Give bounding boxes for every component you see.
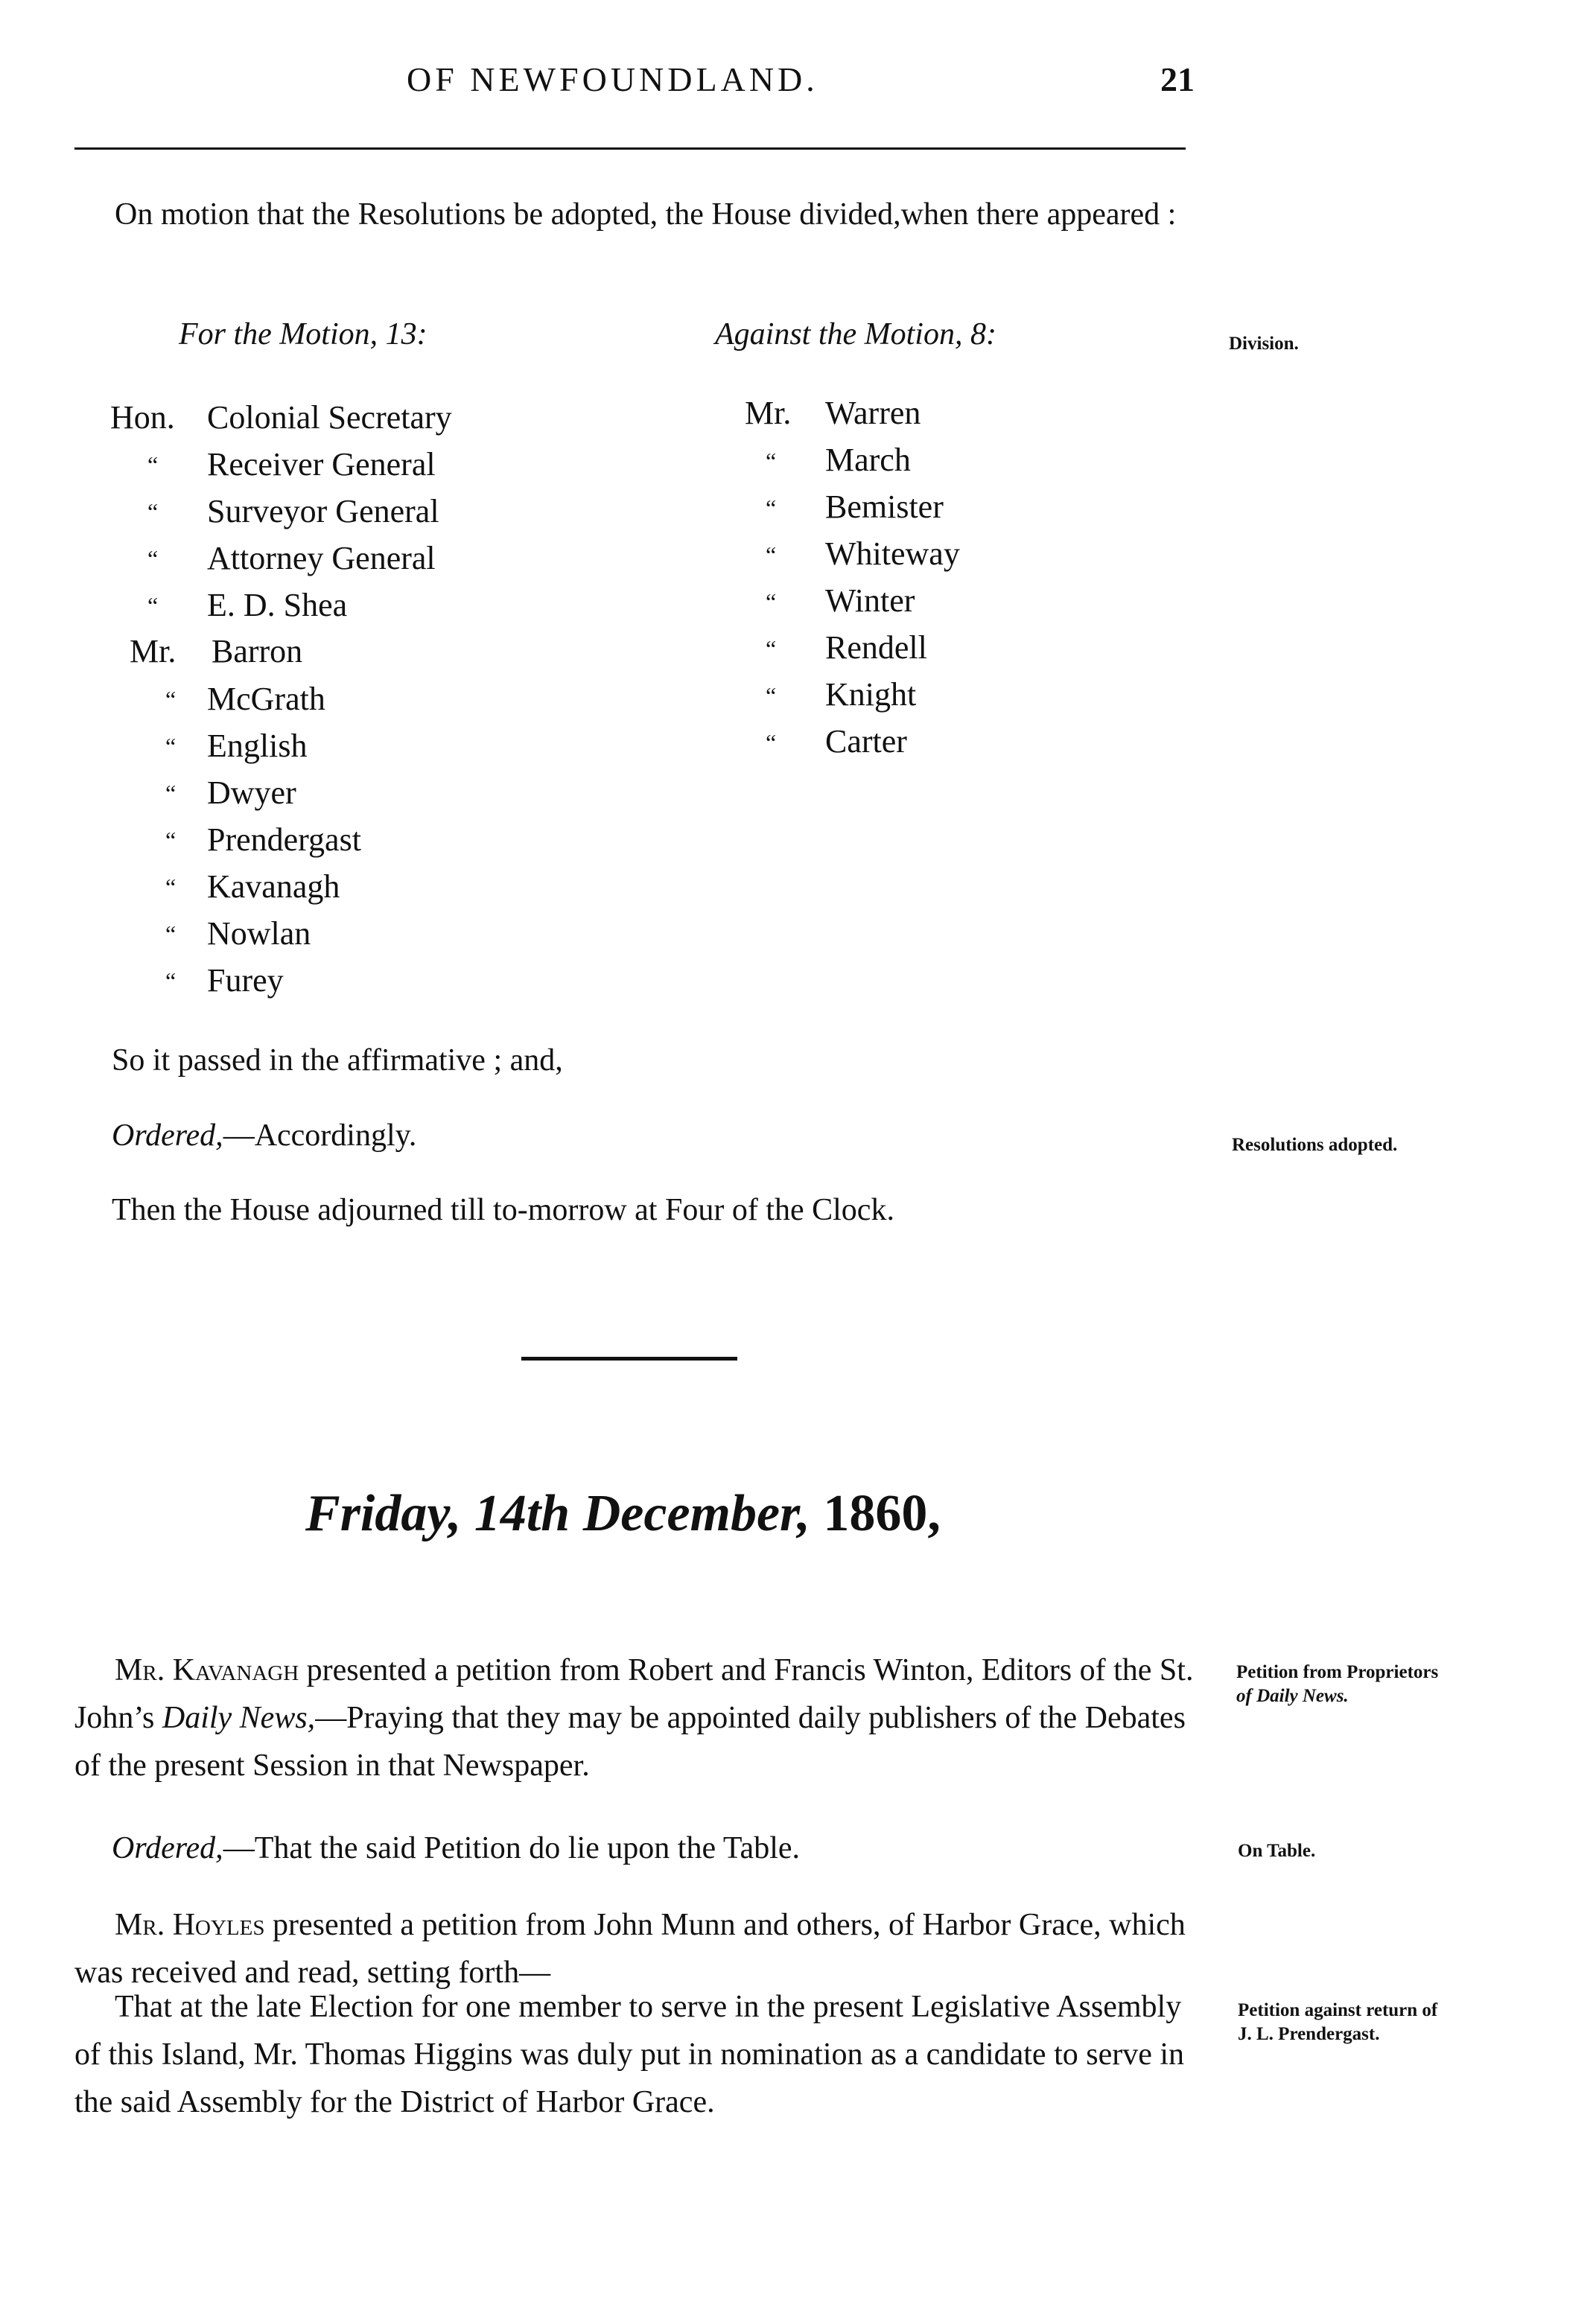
against-member: Knight: [825, 676, 917, 713]
for-member: Surveyor General: [207, 493, 439, 529]
page-number: 21: [1160, 60, 1195, 98]
margin-note-resolutions-adopted: Resolutions adopted.: [1232, 1135, 1398, 1155]
ordered-text: —That the said Petition do lie upon the Table.: [223, 1831, 801, 1865]
against-member: Warren: [825, 395, 921, 431]
against-member: Winter: [825, 582, 915, 619]
for-member: Barron: [212, 633, 303, 669]
ordered-lead: Ordered,: [112, 1119, 223, 1153]
ditto-mark: “: [766, 588, 777, 615]
margin-note-division: Division.: [1229, 334, 1299, 354]
for-member: McGrath: [207, 681, 325, 717]
for-member: Nowlan: [207, 915, 311, 952]
against-member: Rendell: [825, 629, 927, 666]
ditto-mark: “: [147, 451, 159, 478]
ditto-mark: “: [165, 827, 177, 853]
ordered-accordingly: [112, 1112, 1080, 1159]
ditto-mark: “: [147, 498, 159, 525]
for-member: Colonial Secretary: [207, 399, 452, 436]
ordered-lead: Ordered,: [112, 1831, 223, 1865]
passed-affirmative: So it passed in the affirmative ; and,: [112, 1043, 563, 1078]
title-mr: Mr.: [130, 633, 177, 669]
against-member: Bemister: [825, 489, 944, 525]
for-member: Prendergast: [207, 821, 361, 858]
petition-hoyles: [74, 1901, 1199, 1996]
for-member: Kavanagh: [207, 868, 340, 905]
date-year: 1860,: [823, 1485, 941, 1542]
ordered-petition-table: [112, 1824, 1154, 1872]
title-mr: Mr.: [745, 395, 792, 431]
ditto-mark: “: [766, 541, 777, 568]
ditto-mark: “: [165, 733, 177, 760]
ditto-mark: “: [766, 682, 777, 709]
ditto-mark: “: [147, 592, 159, 619]
margin-note-on-table: On Table.: [1238, 1841, 1316, 1861]
ordered-text: —Accordingly.: [223, 1119, 417, 1153]
ditto-mark: “: [766, 494, 777, 521]
margin-note-prendergast: J. L. Prendergast.: [1238, 2024, 1380, 2044]
petition-text: —Praying that they may be appointed daily publishers of the Debates of the present Session in that Newspaper.: [74, 1701, 1186, 1783]
for-member: Furey: [207, 962, 284, 999]
petition-text: presented a petition from John Munn and others, of Harbor Grace, which was received and read, setting forth—: [74, 1908, 1186, 1990]
speaker-hoyles: Mr. Hoyles: [115, 1908, 265, 1942]
date-month: December,: [582, 1485, 810, 1542]
petition-daily-news: [74, 1646, 1199, 1789]
ditto-mark: “: [165, 780, 177, 806]
ditto-mark: “: [766, 448, 777, 474]
ditto-mark: “: [165, 967, 177, 994]
ditto-mark: “: [165, 874, 177, 900]
against-member: March: [825, 442, 911, 478]
section-separator: [521, 1357, 737, 1361]
ditto-mark: “: [165, 920, 177, 947]
ditto-mark: “: [766, 635, 777, 662]
against-member: Whiteway: [825, 535, 960, 572]
for-motion-heading: For the Motion, 13:: [179, 317, 427, 351]
for-member: Attorney General: [207, 540, 436, 576]
ditto-mark: “: [766, 729, 777, 756]
motion-intro-paragraph: On motion that the Resolutions be adopted, the House divided,when there appeared :: [115, 197, 1177, 232]
for-member: Receiver General: [207, 446, 436, 483]
ditto-mark: “: [147, 545, 159, 572]
date-ordinal: 14th: [474, 1485, 570, 1542]
adjournment: Then the House adjourned till to-morrow at Four of the Clock.: [112, 1193, 894, 1227]
speaker-kavanagh: Mr. Kavanagh: [115, 1653, 299, 1687]
ditto-mark: “: [165, 686, 177, 713]
date-day: Friday,: [305, 1485, 462, 1542]
date-heading: [305, 1484, 941, 1544]
petition-text: presented a petition from Robert and Francis Winton, Editors of the St. John’s: [74, 1653, 1194, 1735]
for-member: Dwyer: [207, 774, 296, 811]
petition-against-return-body: That at the late Election for one member to serve in the present Legislative Assembly of this Island, Mr. Thomas Higgins was duly put in nomination as a candidate to serve in the said Assembly for the District of Harbor Grace.: [74, 1990, 1185, 2119]
newspaper-name: Daily News,: [162, 1701, 316, 1735]
against-motion-heading: Against the Motion, 8:: [715, 317, 996, 351]
margin-note-petition-against: Petition against return of: [1238, 2000, 1438, 2020]
against-member: Carter: [825, 723, 907, 760]
for-member: E. D. Shea: [207, 587, 348, 623]
for-member: English: [207, 728, 308, 764]
margin-note-petition-proprietors: Petition from Proprietors: [1236, 1662, 1439, 1682]
running-header: OF NEWFOUNDLAND.: [407, 60, 818, 98]
title-hon: Hon.: [110, 399, 175, 436]
margin-note-daily-news: of Daily News.: [1236, 1686, 1349, 1706]
header-rule: [74, 147, 1186, 150]
